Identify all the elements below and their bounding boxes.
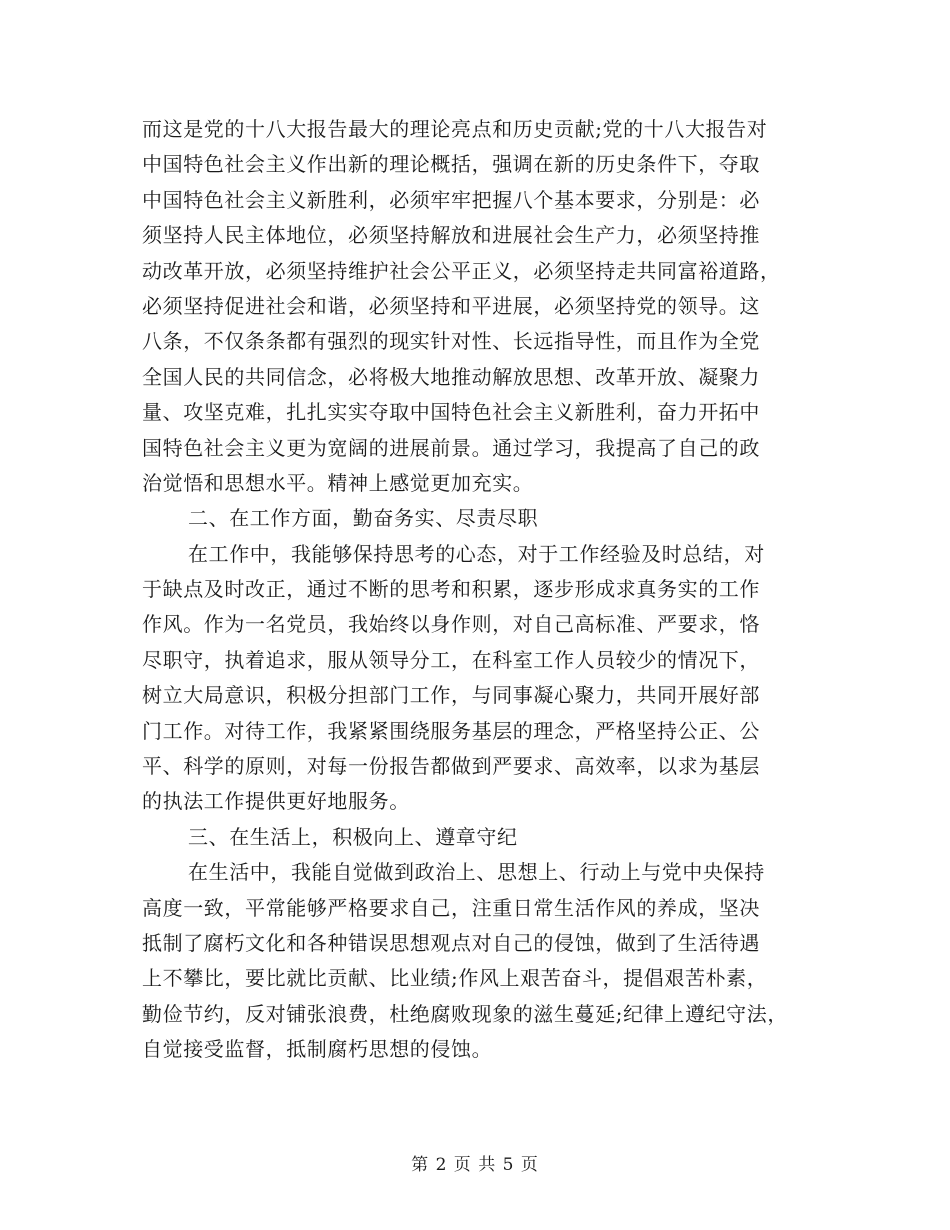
text-line: 全国人民的共同信念，必将极大地推动解放思想、改革开放、凝聚力 (142, 364, 760, 389)
text-line: 八条，不仅条条都有强烈的现实针对性、长远指导性，而且作为全党 (142, 329, 760, 354)
text-line: 于缺点及时改正，通过不断的思考和积累，逐步形成求真务实的工作 (142, 577, 760, 602)
text-line: 门工作。对待工作，我紧紧围绕服务基层的理念，严格坚持公正、公 (142, 718, 760, 743)
text-line: 必须坚持促进社会和谐，必须坚持和平进展，必须坚持党的领导。这 (142, 293, 760, 318)
section-heading-life: 三、在生活上，积极向上、遵章守纪 (188, 824, 518, 849)
page-number: 第 2 页 共 5 页 (411, 1155, 539, 1175)
text-line: 树立大局意识，积极分担部门工作，与同事凝心聚力，共同开展好部 (142, 683, 760, 708)
text-line: 上不攀比，要比就比贡献、比业绩;作风上艰苦奋斗，提倡艰苦朴素， (142, 966, 768, 991)
text-line: 的执法工作提供更好地服务。 (142, 789, 410, 814)
text-line: 而这是党的十八大报告最大的理论亮点和历史贡献;党的十八大报告对 (142, 117, 768, 141)
section-heading-work: 二、在工作方面，勤奋务实、尽责尽职 (188, 506, 539, 531)
text-line: 自觉接受监督，抵制腐朽思想的侵蚀。 (142, 1037, 493, 1062)
text-line: 作风。作为一名党员，我始终以身作则，对自己高标准、严要求，恪 (142, 612, 760, 637)
text-line: 勤俭节约，反对铺张浪费，杜绝腐败现象的滋生蔓延;纪律上遵纪守法， (142, 1001, 788, 1026)
text-line: 平、科学的原则，对每一份报告都做到严要求、高效率，以求为基层 (142, 754, 760, 779)
text-line: 中国特色社会主义作出新的理论概括，强调在新的历史条件下，夺取 (142, 152, 760, 177)
text-line: 中国特色社会主义新胜利，必须牢牢把握八个基本要求，分别是：必 (142, 187, 760, 212)
text-line: 高度一致，平常能够严格要求自己，注重日常生活作风的养成，坚决 (142, 895, 760, 920)
text-line: 国特色社会主义更为宽阔的进展前景。通过学习，我提高了自己的政 (142, 435, 760, 460)
body-text (142, 112, 812, 1068)
text-line: 量、攻坚克难，扎扎实实夺取中国特色社会主义新胜利，奋力开拓中 (142, 400, 760, 425)
text-line: 尽职守，执着追求，服从领导分工，在科室工作人员较少的情况下， (142, 647, 760, 672)
text-line: 治觉悟和思想水平。精神上感觉更加充实。 (142, 470, 534, 495)
text-line: 动改革开放，必须坚持维护社会公平正义，必须坚持走共同富裕道路， (142, 258, 781, 283)
text-line: 须坚持人民主体地位，必须坚持解放和进展社会生产力，必须坚持推 (142, 223, 760, 248)
text-line: 抵制了腐朽文化和各种错误思想观点对自己的侵蚀，做到了生活待遇 (142, 930, 760, 955)
text-line: 在生活中，我能自觉做到政治上、思想上、行动上与党中央保持 (188, 860, 765, 885)
text-line: 在工作中，我能够保持思考的心态，对于工作经验及时总结，对 (188, 541, 765, 566)
